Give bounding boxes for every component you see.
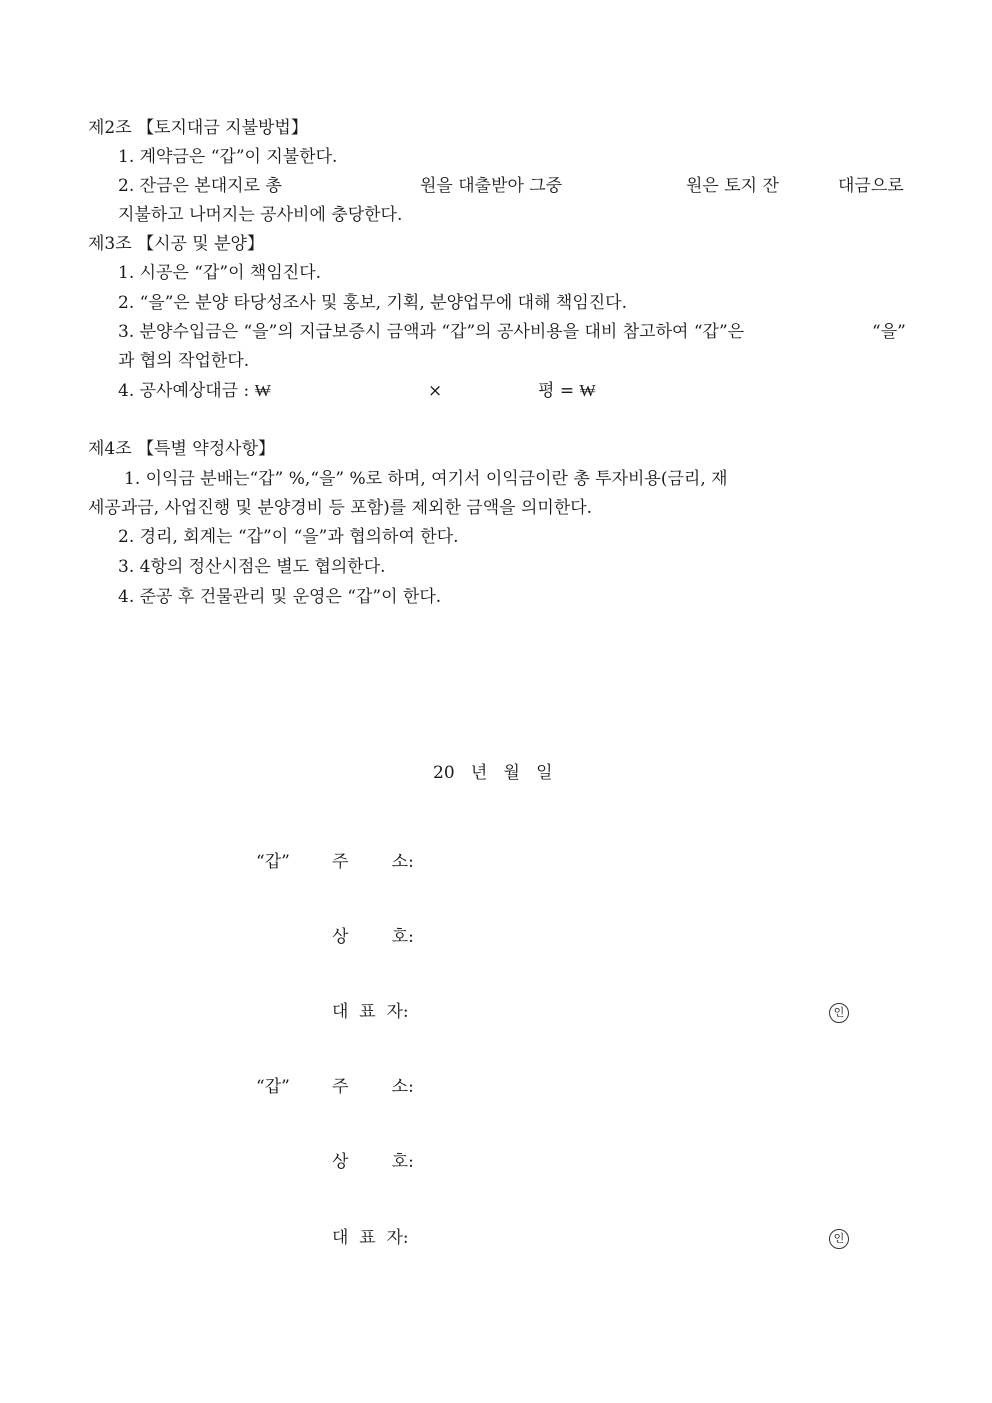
- article2-item1: 1. 계약금은 “갑”이 지불한다.: [118, 147, 338, 167]
- article4-item2: 2. 경리, 회계는 “갑”이 “을”과 협의하여 한다.: [118, 527, 459, 547]
- article3-item3-continuation: 과 협의 작업한다.: [118, 351, 250, 371]
- article3-item2: 2. “을”은 분양 타당성조사 및 홍보, 기획, 분양업무에 대해 책임진다.: [118, 293, 627, 313]
- article4-item1: 1. 이익금 분배는“갑” %,“을” %로 하며, 여기서 이익금이란 총 투자비용(금리, 재: [124, 469, 728, 489]
- article2-item2-part-a: 2. 잔금은 본대지로 총: [118, 176, 282, 196]
- party2-name: “갑”: [256, 1077, 290, 1097]
- article3-item1: 1. 시공은 “갑”이 책임진다.: [118, 263, 322, 283]
- party1-representative-label: 대 표 자:: [332, 1002, 409, 1022]
- article3-item4-part-a: 4. 공사예상대금 : ₩: [118, 381, 271, 401]
- article3-item4-part-b: ×: [428, 381, 443, 401]
- party1-name: “갑”: [256, 852, 290, 872]
- party1-seal-icon: 인: [829, 1003, 849, 1023]
- party1-company-label: 상 호:: [332, 927, 414, 947]
- party2-seal-icon: 인: [829, 1229, 849, 1249]
- party2-address-label: 주 소:: [332, 1077, 414, 1097]
- article3-item3-part-b: “을”: [872, 322, 906, 342]
- article2-item2-continuation: 지불하고 나머지는 공사비에 충당한다.: [118, 205, 403, 225]
- article4-item1-continuation: 세공과금, 사업진행 및 분양경비 등 포함)를 제외한 금액을 의미한다.: [88, 498, 593, 518]
- article3-item3-part-a: 3. 분양수입금은 “을”의 지급보증시 금액과 “갑”의 공사비용을 대비 참고하여 “갑”은: [118, 322, 745, 342]
- party1-address-label: 주 소:: [332, 852, 414, 872]
- article3-heading: 제3조 【시공 및 분양】: [88, 234, 264, 254]
- article2-item2-part-c: 원은 토지 잔: [686, 176, 779, 196]
- party2-representative-label: 대 표 자:: [332, 1228, 409, 1248]
- article4-item3: 3. 4항의 정산시점은 별도 협의한다.: [118, 557, 386, 577]
- article2-item2-part-b: 원을 대출받아 그중: [420, 176, 563, 196]
- article4-item4: 4. 준공 후 건물관리 및 운영은 “갑”이 한다.: [118, 587, 442, 607]
- article2-item2-part-d: 대금으로: [838, 176, 904, 196]
- contract-date: 20 년 월 일: [433, 763, 553, 783]
- article2-heading: 제2조 【토지대금 지불방법】: [88, 118, 308, 138]
- article4-heading: 제4조 【특별 약정사항】: [88, 439, 275, 459]
- article3-item4-part-c: 평 = ₩: [538, 381, 596, 401]
- party2-company-label: 상 호:: [332, 1152, 414, 1172]
